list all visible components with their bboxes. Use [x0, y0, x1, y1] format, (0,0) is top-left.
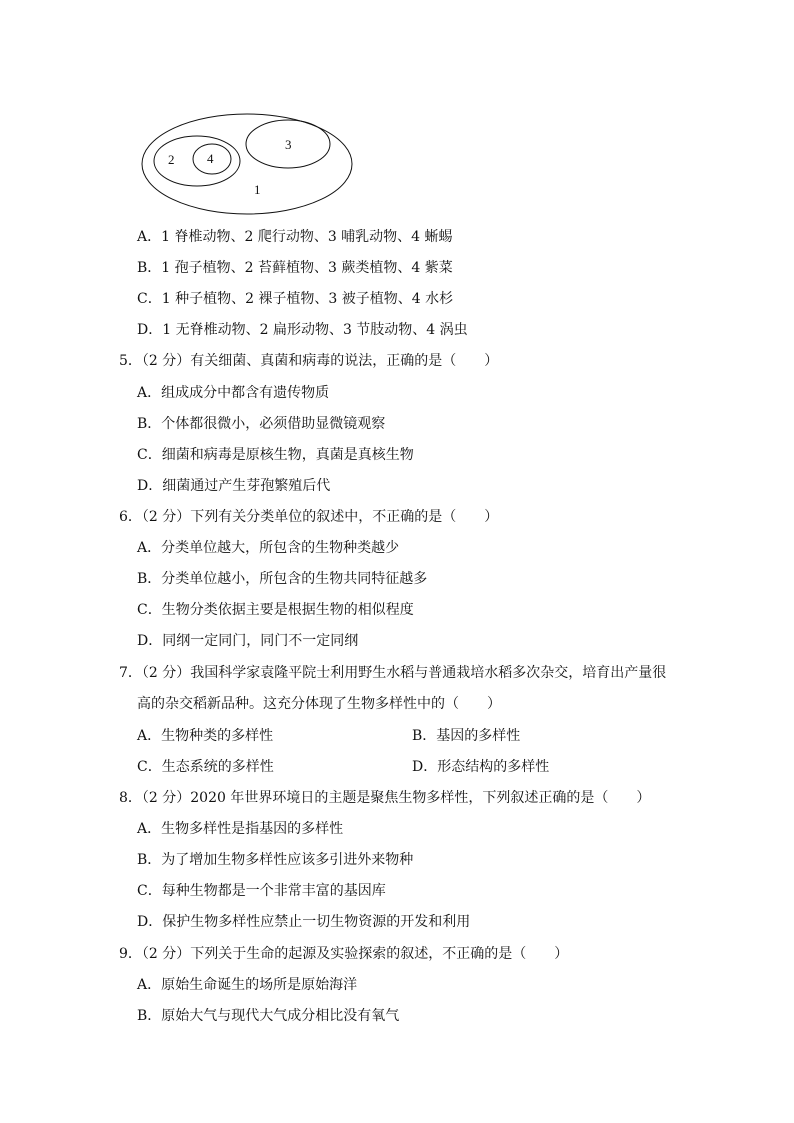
q7-stem-line2: 高的杂交稻新品种。这充分体现了生物多样性中的（ ） — [137, 696, 501, 712]
q4-option-a: A．1 脊椎动物、2 爬行动物、3 哺乳动物、4 蜥蜴 — [137, 229, 453, 245]
label-1: 1 — [254, 182, 261, 197]
q9-option-b: B．原始大气与现代大气成分相比没有氧气 — [137, 1008, 400, 1024]
label-2: 2 — [168, 152, 175, 167]
q8-stem: 8．（2 分）2020 年世界环境日的主题是聚焦生物多样性，下列叙述正确的是（ ） — [119, 790, 651, 806]
q7-option-a: A．生物种类的多样性 — [137, 728, 274, 744]
q8-option-c: C．每种生物都是一个非常丰富的基因库 — [137, 883, 386, 899]
q7-option-b: B．基因的多样性 — [412, 728, 521, 744]
q6-option-c: C．生物分类依据主要是根据生物的相似程度 — [137, 602, 414, 618]
q6-option-b: B．分类单位越小，所包含的生物共同特征越多 — [137, 571, 428, 587]
q6-stem: 6．（2 分）下列有关分类单位的叙述中，不正确的是（ ） — [119, 509, 499, 525]
q4-option-c: C．1 种子植物、2 裸子植物、3 被子植物、4 水杉 — [137, 291, 454, 307]
q8-option-d: D．保护生物多样性应禁止一切生物资源的开发和利用 — [137, 914, 471, 930]
q5-option-b: B．个体都很微小，必须借助显微镜观察 — [137, 416, 386, 432]
label-4: 4 — [207, 151, 214, 166]
venn-diagram — [140, 113, 355, 216]
q4-option-d: D．1 无脊椎动物、2 扁形动物、3 节肢动物、4 涡虫 — [137, 322, 468, 338]
q7-option-d: D．形态结构的多样性 — [412, 759, 550, 775]
left-ellipse-2 — [154, 136, 240, 186]
q7-stem-line1: 7．（2 分）我国科学家袁隆平院士利用野生水稻与普通栽培水稻多次杂交，培育出产量很 — [119, 665, 667, 681]
q9-stem: 9．（2 分）下列关于生命的起源及实验探索的叙述，不正确的是（ ） — [119, 946, 569, 962]
q6-option-d: D．同纲一定同门，同门不一定同纲 — [137, 633, 359, 649]
q8-option-b: B．为了增加生物多样性应该多引进外来物种 — [137, 852, 414, 868]
q5-stem: 5．（2 分）有关细菌、真菌和病毒的说法，正确的是（ ） — [119, 353, 499, 369]
q6-option-a: A．分类单位越大，所包含的生物种类越少 — [137, 540, 400, 556]
q5-option-c: C．细菌和病毒是原核生物，真菌是真核生物 — [137, 447, 414, 463]
q8-option-a: A．生物多样性是指基因的多样性 — [137, 821, 344, 837]
q7-option-c: C．生态系统的多样性 — [137, 759, 274, 775]
q9-option-a: A．原始生命诞生的场所是原始海洋 — [137, 977, 358, 993]
label-3: 3 — [285, 137, 292, 152]
q5-option-a: A．组成成分中都含有遗传物质 — [137, 385, 330, 401]
q4-option-b: B．1 孢子植物、2 苔藓植物、3 蕨类植物、4 紫菜 — [137, 260, 453, 276]
q5-option-d: D．细菌通过产生芽孢繁殖后代 — [137, 478, 331, 494]
